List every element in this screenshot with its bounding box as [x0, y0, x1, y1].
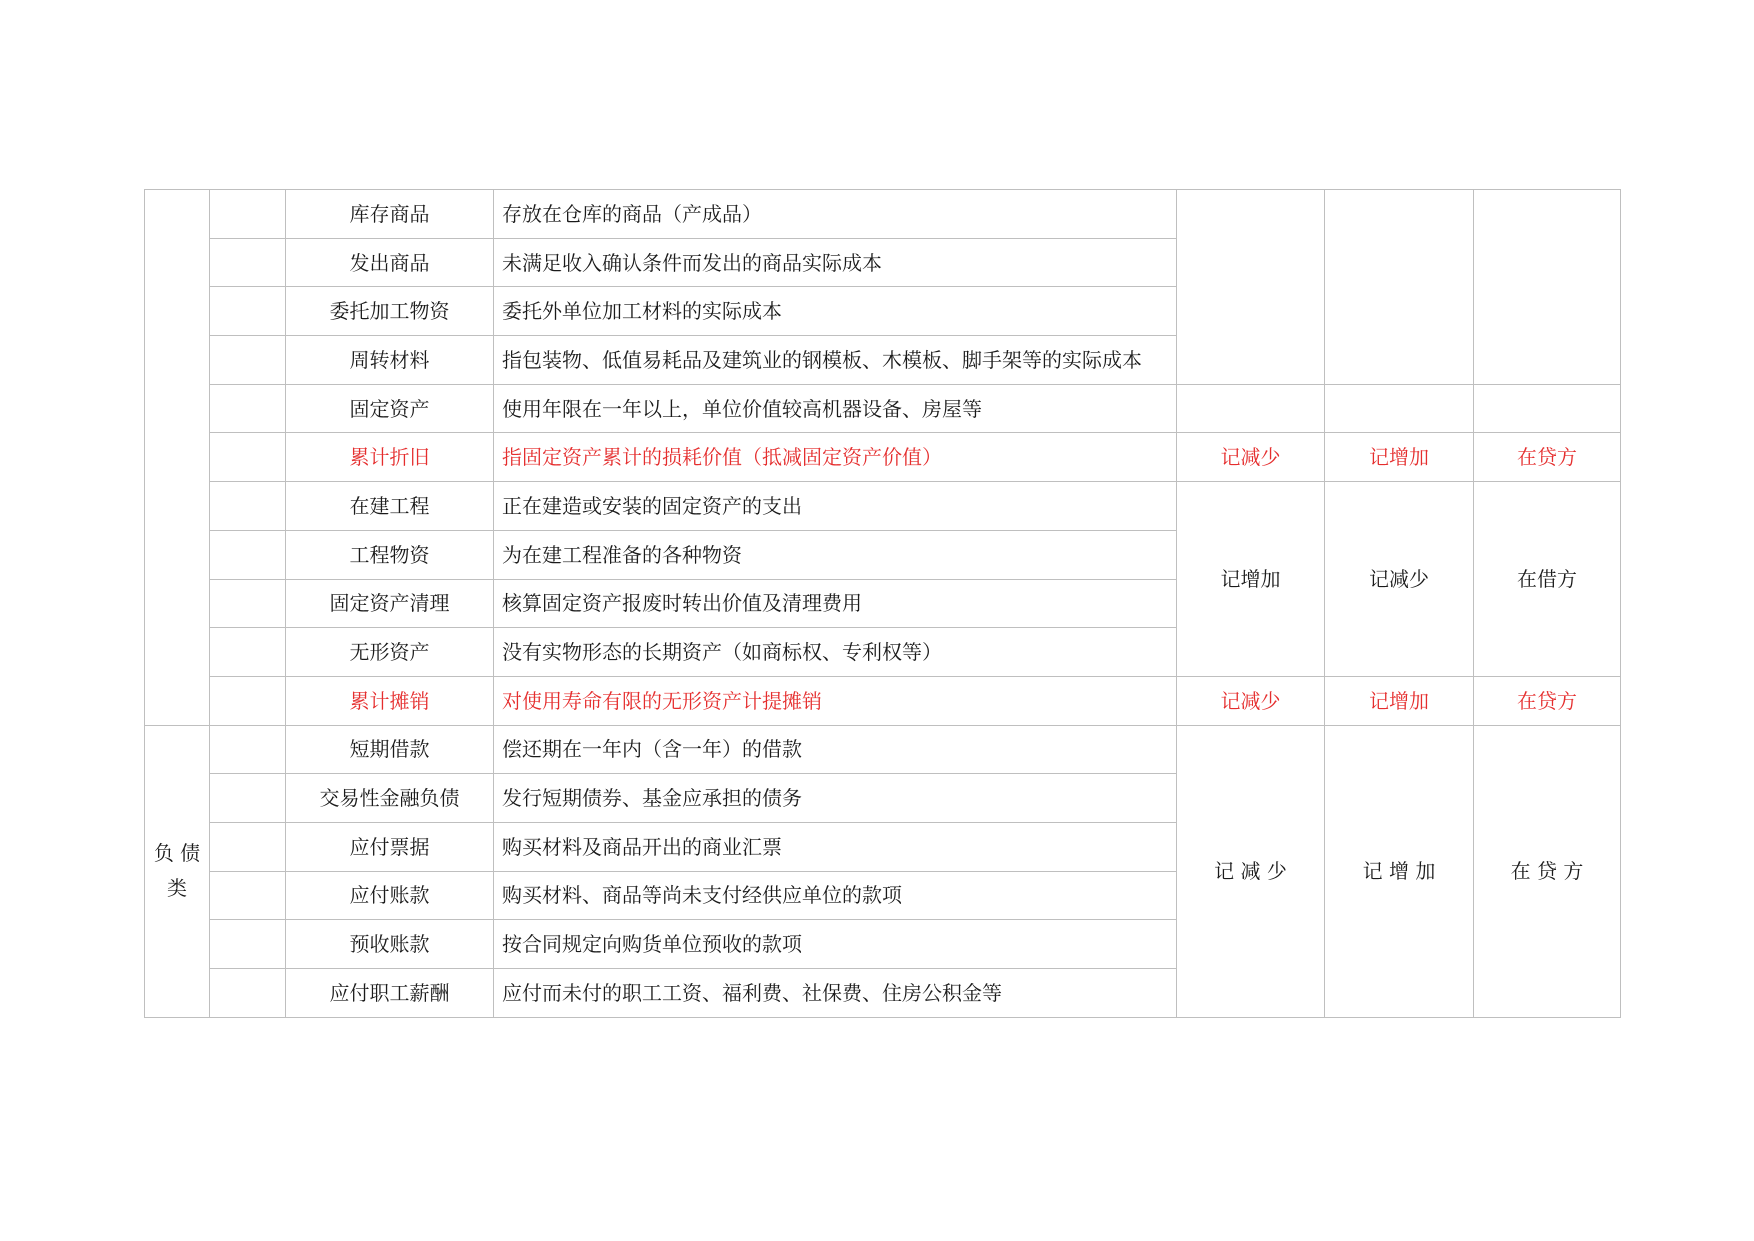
account-description: 购买材料及商品开出的商业汇票	[494, 822, 1177, 871]
account-description: 使用年限在一年以上，单位价值较高机器设备、房屋等	[494, 384, 1177, 433]
blank-cell	[210, 774, 286, 823]
account-name: 累计摊销	[286, 676, 494, 725]
account-name: 应付票据	[286, 822, 494, 871]
debit-entry	[1177, 190, 1325, 385]
credit-entry	[1325, 384, 1474, 433]
category-cell	[145, 190, 210, 726]
blank-cell	[210, 628, 286, 677]
credit-entry: 记减少	[1325, 482, 1474, 677]
blank-cell	[210, 969, 286, 1018]
category-label: 负 债	[153, 841, 201, 866]
account-description: 发行短期债券、基金应承担的债务	[494, 774, 1177, 823]
blank-cell	[210, 287, 286, 336]
credit-entry	[1325, 190, 1474, 385]
debit-entry	[1177, 384, 1325, 433]
debit-entry: 记减少	[1177, 433, 1325, 482]
table-row	[145, 433, 1621, 482]
account-description: 指包装物、低值易耗品及建筑业的钢模板、木模板、脚手架等的实际成本	[494, 336, 1177, 385]
table-row	[145, 482, 1621, 531]
table-row	[145, 384, 1621, 433]
balance-side	[1474, 190, 1621, 385]
account-name: 无形资产	[286, 628, 494, 677]
table-row	[145, 676, 1621, 725]
debit-entry: 记 减 少	[1177, 725, 1325, 1017]
account-description: 正在建造或安装的固定资产的支出	[494, 482, 1177, 531]
account-name: 库存商品	[286, 190, 494, 239]
account-name: 固定资产清理	[286, 579, 494, 628]
table-row	[145, 190, 1621, 239]
blank-cell	[210, 871, 286, 920]
account-description: 核算固定资产报废时转出价值及清理费用	[494, 579, 1177, 628]
account-name: 在建工程	[286, 482, 494, 531]
account-description: 未满足收入确认条件而发出的商品实际成本	[494, 238, 1177, 287]
account-description: 指固定资产累计的损耗价值（抵减固定资产价值）	[494, 433, 1177, 482]
debit-entry: 记增加	[1177, 482, 1325, 677]
account-description: 没有实物形态的长期资产（如商标权、专利权等）	[494, 628, 1177, 677]
account-name: 发出商品	[286, 238, 494, 287]
credit-entry: 记 增 加	[1325, 725, 1474, 1017]
blank-cell	[210, 433, 286, 482]
accounts-table	[144, 189, 1621, 1018]
balance-side: 在借方	[1474, 482, 1621, 677]
blank-cell	[210, 482, 286, 531]
blank-cell	[210, 190, 286, 239]
blank-cell	[210, 725, 286, 774]
account-name: 委托加工物资	[286, 287, 494, 336]
account-description: 为在建工程准备的各种物资	[494, 530, 1177, 579]
account-name: 交易性金融负债	[286, 774, 494, 823]
blank-cell	[210, 238, 286, 287]
category-label: 类	[167, 876, 187, 901]
table-row	[145, 725, 1621, 774]
account-name: 短期借款	[286, 725, 494, 774]
account-name: 工程物资	[286, 530, 494, 579]
account-name: 累计折旧	[286, 433, 494, 482]
balance-side: 在 贷 方	[1474, 725, 1621, 1017]
account-description: 应付而未付的职工工资、福利费、社保费、住房公积金等	[494, 969, 1177, 1018]
blank-cell	[210, 920, 286, 969]
account-description: 委托外单位加工材料的实际成本	[494, 287, 1177, 336]
account-name: 周转材料	[286, 336, 494, 385]
category-cell-liabilities	[145, 725, 210, 1017]
balance-side	[1474, 384, 1621, 433]
blank-cell	[210, 530, 286, 579]
account-name: 预收账款	[286, 920, 494, 969]
credit-entry: 记增加	[1325, 676, 1474, 725]
account-description: 购买材料、商品等尚未支付经供应单位的款项	[494, 871, 1177, 920]
blank-cell	[210, 384, 286, 433]
blank-cell	[210, 579, 286, 628]
blank-cell	[210, 676, 286, 725]
account-description: 偿还期在一年内（含一年）的借款	[494, 725, 1177, 774]
account-description: 存放在仓库的商品（产成品）	[494, 190, 1177, 239]
account-description: 对使用寿命有限的无形资产计提摊销	[494, 676, 1177, 725]
account-name: 应付职工薪酬	[286, 969, 494, 1018]
balance-side: 在贷方	[1474, 676, 1621, 725]
account-name: 固定资产	[286, 384, 494, 433]
blank-cell	[210, 822, 286, 871]
credit-entry: 记增加	[1325, 433, 1474, 482]
account-description: 按合同规定向购货单位预收的款项	[494, 920, 1177, 969]
blank-cell	[210, 336, 286, 385]
account-name: 应付账款	[286, 871, 494, 920]
balance-side: 在贷方	[1474, 433, 1621, 482]
debit-entry: 记减少	[1177, 676, 1325, 725]
